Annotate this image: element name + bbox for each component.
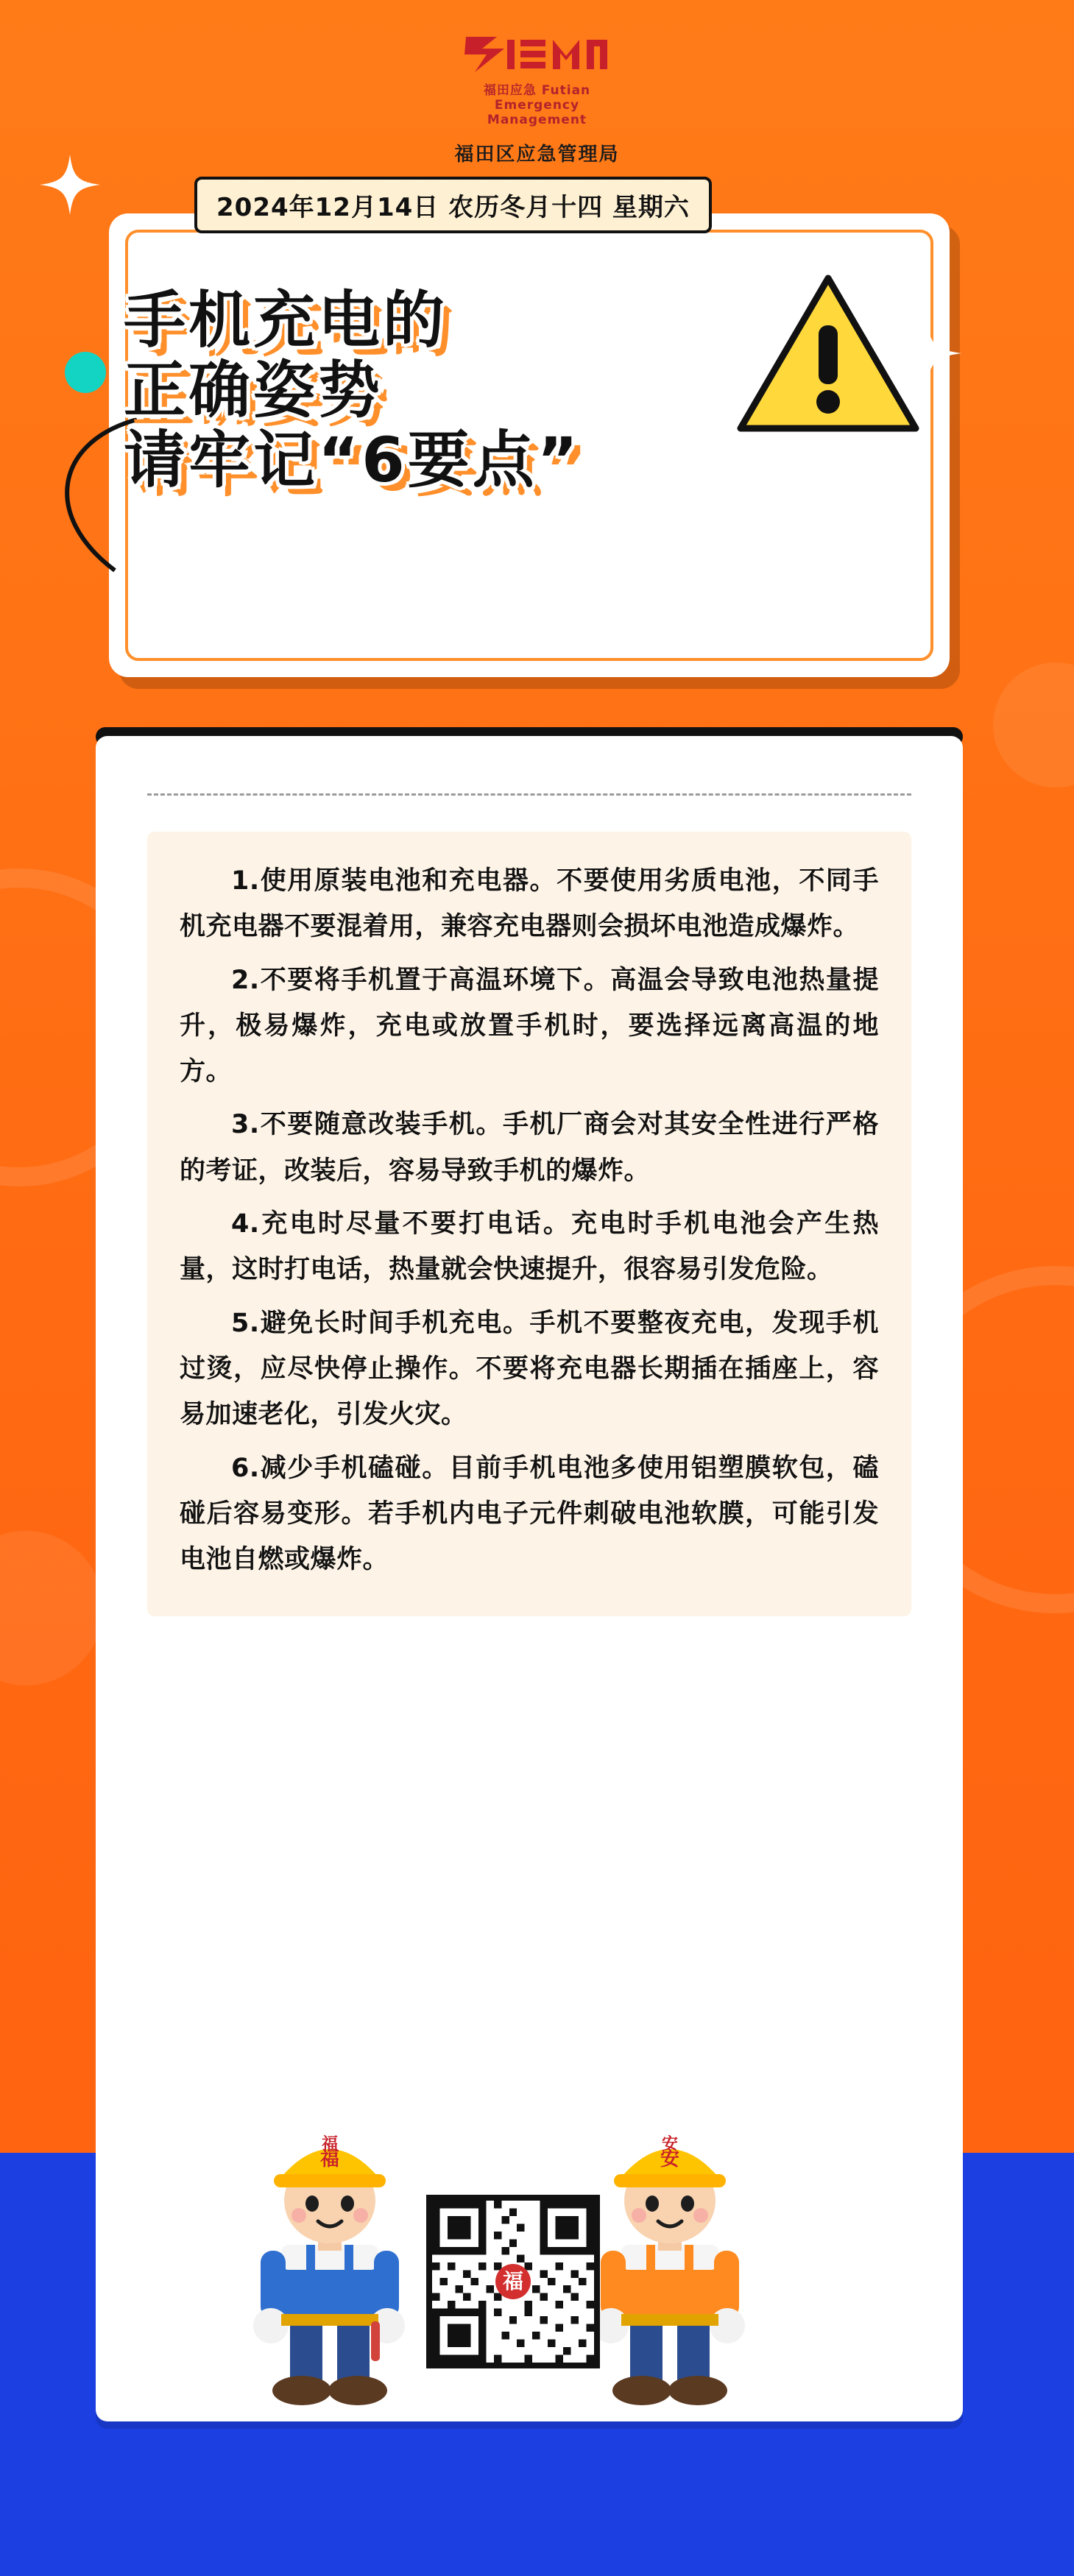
svg-text:福: 福 — [321, 2135, 339, 2154]
footer-strip — [0, 2421, 1074, 2576]
svg-text:安: 安 — [661, 2135, 679, 2154]
tip-paragraph: 3.不要随意改装手机。手机厂商会对其安全性进行严格的考证，改装后，容易导致手机的爆炸。 — [180, 1110, 879, 1186]
date-badge: 2024年12月14日 农历冬月十四 星期六 — [194, 177, 712, 233]
headline-line-2: 正确姿势 — [124, 353, 384, 426]
tip-paragraph: 6.减少手机磕碰。目前手机电池多使用铝塑膜软包，磕碰后容易变形。若手机内电子元件刺破电池软膜，可能引发电池自燃或爆炸。 — [180, 1453, 879, 1575]
mascot-fufu — [219, 2101, 440, 2413]
tip-paragraph: 2.不要将手机置于高温环境下。高温会导致电池热量提升，极易爆炸，充电或放置手机时，要选择远离高温的地方。 — [180, 965, 879, 1087]
svg-text:安: 安 — [660, 2148, 680, 2170]
tip-paragraph: 5.避免长时间手机充电。手机不要整夜充电，发现手机过烫，应尽快停止操作。不要将充电器长期插在插座上，容易加速老化，引发火灾。 — [180, 1308, 879, 1430]
decorative-dot — [65, 352, 106, 393]
divider-dashed — [147, 793, 911, 796]
content-panel — [147, 832, 911, 1616]
logo-subtitle: 福田应急 Futian Emergency Management — [483, 83, 591, 127]
headline-line-3: 请牢记“6要点” — [124, 423, 581, 496]
qr-code[interactable] — [426, 2195, 600, 2368]
szem-logo-icon — [453, 32, 622, 127]
tip-paragraph: 4.充电时尽量不要打电话。充电时手机电池会产生热量，这时打电话，热量就会快速提升，很容易引发危险。 — [180, 1209, 879, 1285]
organization-name: 福田区应急管理局 — [454, 144, 620, 166]
sparkle-icon — [40, 155, 100, 215]
header-logo-block — [0, 32, 1074, 166]
svg-text:福: 福 — [319, 2148, 340, 2170]
sparkle-icon — [891, 318, 961, 389]
tip-paragraph: 1.使用原装电池和充电器。不要使用劣质电池，不同手机充电器不要混着用，兼容充电器则会损坏电池造成爆炸。 — [180, 866, 879, 942]
footer-mascot-area — [96, 2083, 963, 2421]
headline-line-1: 手机充电的 — [124, 284, 448, 356]
headline — [124, 286, 581, 495]
qr-center-logo: 福 — [495, 2264, 531, 2299]
